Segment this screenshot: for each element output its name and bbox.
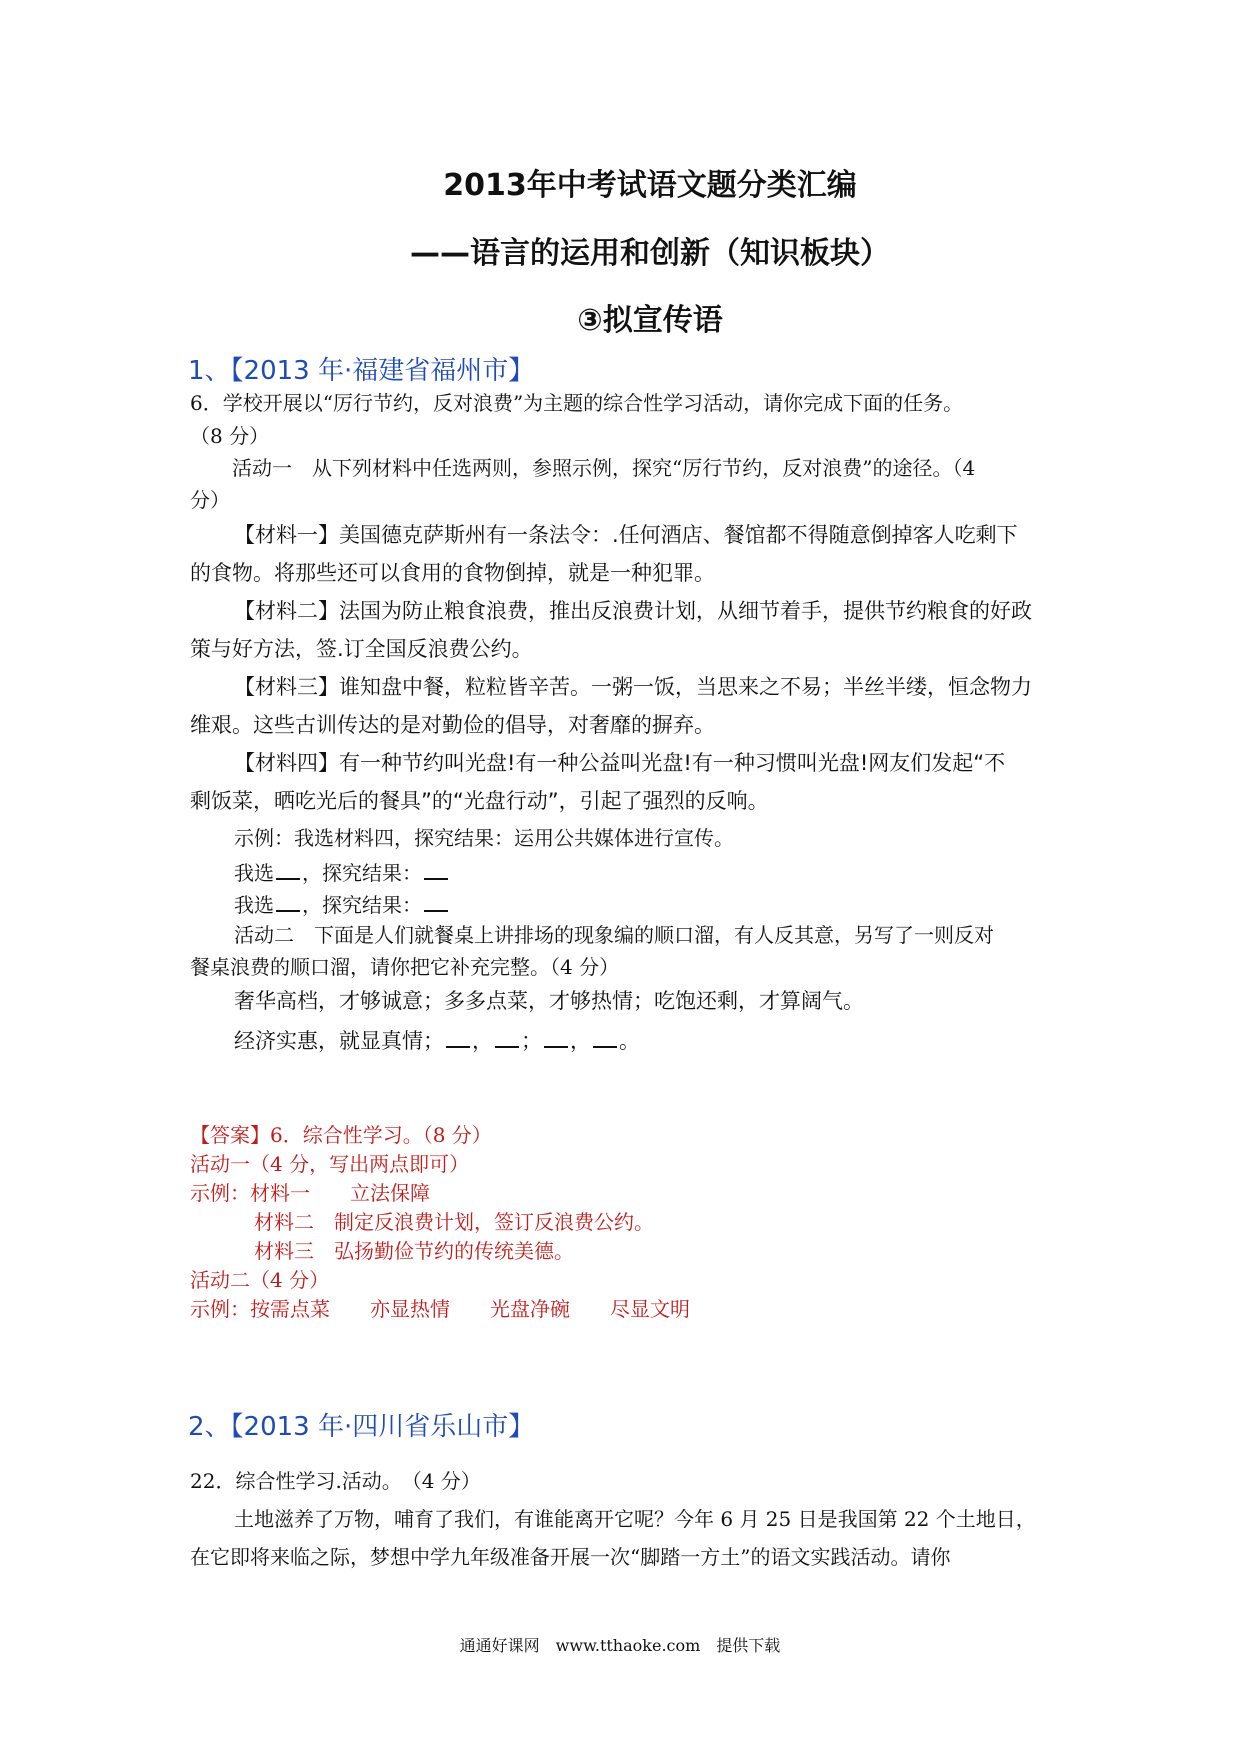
rhyme-blank[interactable]: [446, 1026, 470, 1048]
q22-line1: 22．综合性学习.活动。 （4 分）: [190, 1469, 481, 1493]
rhyme2-prefix: 经济实惠，就显真情；: [234, 1029, 444, 1053]
result-label: ，探究结果：: [302, 861, 422, 885]
q6-line2: （8 分）: [190, 424, 270, 448]
activity2-line1: 活动二 下面是人们就餐桌上讲排场的现象编的顺口溜，有人反其意，另写了一则反对: [234, 923, 994, 947]
material4-line1: 【材料四】有一种节约叫光盘!有一种公益叫光盘!有一种习惯叫光盘!网友们发起“不: [234, 751, 1006, 775]
material4-line2: 剩饭菜，晒吃光后的餐具”的“光盘行动”，引起了强烈的反响。: [190, 789, 769, 813]
doc-title-line3: ③拟宣传语: [577, 303, 723, 338]
material1-line1: 【材料一】美国德克萨斯州有一条法令：.任何酒店、餐馆都不得随意倒掉客人吃剩下: [234, 523, 1018, 547]
answer-line7: 示例：按需点菜 亦显热情 光盘净碗 尽显文明: [190, 1297, 690, 1321]
choice-line-1: [234, 858, 450, 886]
rhyme-line2: [234, 1026, 640, 1054]
rhyme-blank[interactable]: [544, 1026, 568, 1048]
q22-para-line2: 在它即将来临之际，梦想中学九年级准备开展一次“脚踏一方土”的语文实践活动。请你: [190, 1545, 951, 1569]
material2-line1: 【材料二】法国为防止粮食浪费，推出反浪费计划，从细节着手，提供节约粮食的好政: [234, 599, 1032, 623]
answer-blank[interactable]: [276, 890, 300, 912]
activity1-line2: 分）: [190, 488, 230, 512]
material3-line2: 维艰。这些古训传达的是对勤俭的倡导，对奢靡的摒弃。: [190, 713, 715, 737]
activity1-line1: 活动一 从下列材料中任选两则，参照示例，探究“厉行节约，反对浪费”的途径。（4: [232, 456, 976, 480]
answer-line6: 活动二（4 分）: [190, 1268, 330, 1292]
material3-line1: 【材料三】谁知盘中餐，粒粒皆辛苦。一粥一饭，当思来之不易；半丝半缕，恒念物力: [234, 675, 1032, 699]
material1-line2: 的食物。将那些还可以食用的食物倒掉，就是一种犯罪。: [190, 561, 715, 585]
rhyme-line1: 奢华高档，才够诚意；多多点菜，才够热情；吃饱还剩，才算阔气。: [234, 989, 864, 1013]
answer-blank[interactable]: [276, 858, 300, 880]
rhyme-sep: ；: [521, 1029, 542, 1053]
activity2-line2: 餐桌浪费的顺口溜，请你把它补充完整。（4 分）: [190, 955, 620, 979]
rhyme-sep: ，: [570, 1029, 591, 1053]
answer-blank[interactable]: [424, 858, 448, 880]
answer-line4: 材料二 制定反浪费计划，签订反浪费公约。: [254, 1210, 654, 1234]
result-label: ，探究结果：: [302, 893, 422, 917]
choice-label: 我选: [234, 861, 274, 885]
material2-line2: 策与好方法，签.订全国反浪费公约。: [190, 637, 533, 661]
answer-line5: 材料三 弘扬勤俭节约的传统美德。: [254, 1239, 574, 1263]
example-line: 示例：我选材料四，探究结果：运用公共媒体进行宣传。: [234, 826, 734, 850]
answer-line1: 【答案】6．综合性学习。（8 分）: [190, 1123, 492, 1147]
rhyme-end: 。: [619, 1029, 640, 1053]
q6-line1: 6．学校开展以“厉行节约，反对浪费”为主题的综合性学习活动，请你完成下面的任务。: [190, 391, 964, 415]
doc-title-line1: 2013年中考试语文题分类汇编: [443, 168, 857, 203]
choice-line-2: [234, 890, 450, 918]
answer-line3: 示例：材料一 立法保障: [190, 1181, 430, 1205]
choice-label: 我选: [234, 893, 274, 917]
page-footer: 通通好课网 www.tthaoke.com 提供下载: [459, 1636, 781, 1655]
q22-para-line1: 土地滋养了万物，哺育了我们，有谁能离开它呢？今年 6 月 25 日是我国第 22 个土地日，: [234, 1507, 1036, 1531]
answer-blank[interactable]: [424, 890, 448, 912]
rhyme-sep: ，: [472, 1029, 493, 1053]
rhyme-blank[interactable]: [593, 1026, 617, 1048]
doc-title-line2: ——语言的运用和创新（知识板块）: [410, 236, 890, 271]
answer-line2: 活动一（4 分，写出两点即可）: [190, 1152, 470, 1176]
rhyme-blank[interactable]: [495, 1026, 519, 1048]
section1-heading: 1、【2013 年·福建省福州市】: [188, 356, 535, 386]
section2-heading: 2、【2013 年·四川省乐山市】: [188, 1412, 535, 1442]
